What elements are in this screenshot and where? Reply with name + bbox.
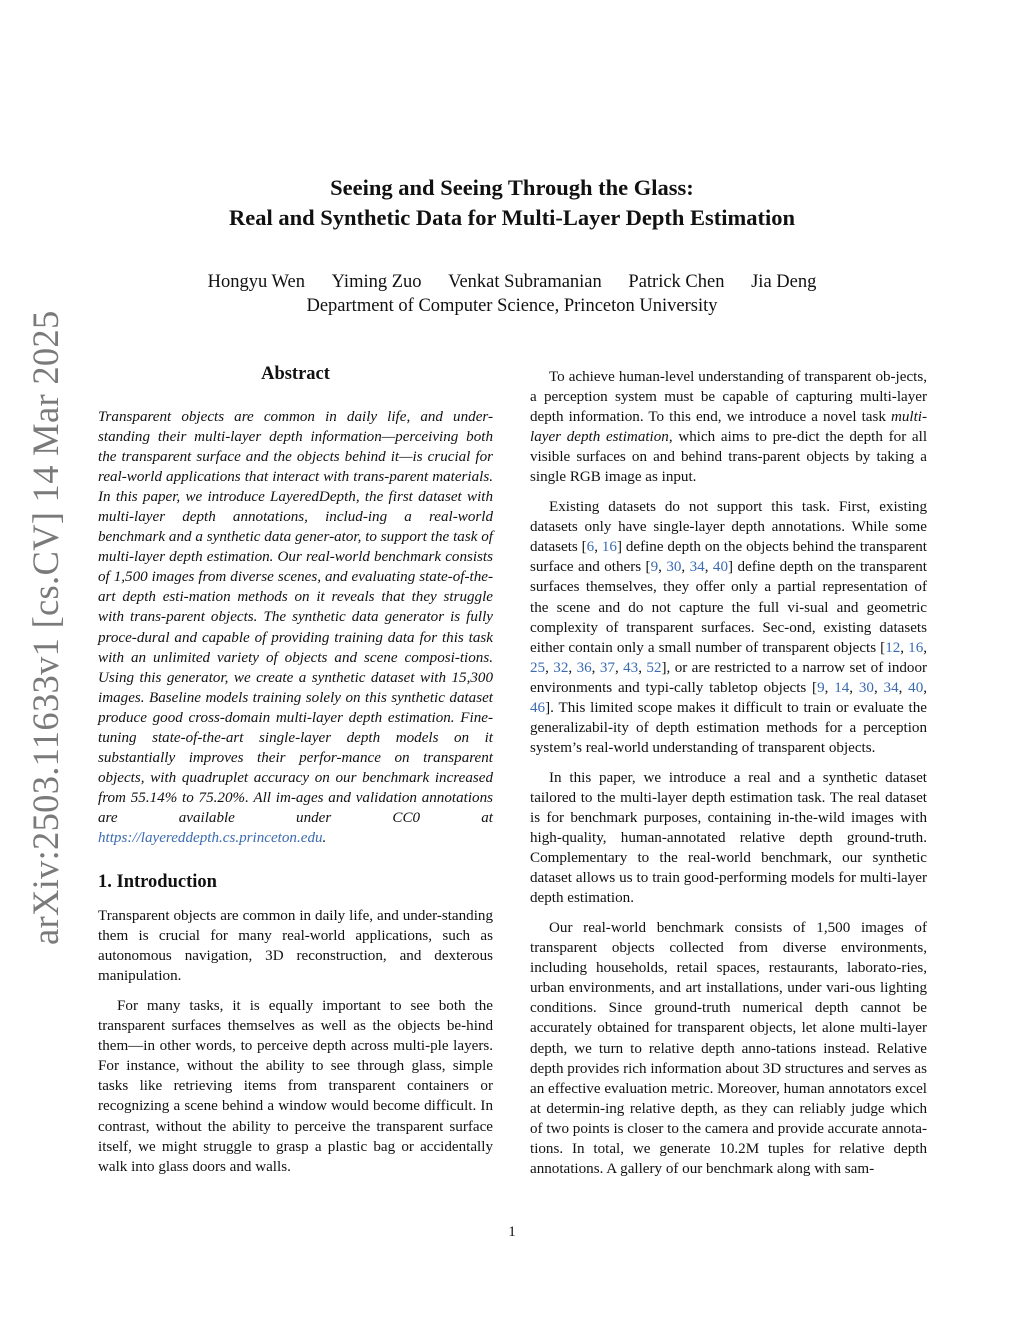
citation-link[interactable]: 12 <box>885 639 901 656</box>
citation-link[interactable]: 32 <box>553 659 569 676</box>
citation-link[interactable]: 25 <box>530 659 546 676</box>
citation-link[interactable]: 6 <box>586 539 595 556</box>
right-column <box>530 367 927 1189</box>
affiliation: Department of Computer Science, Princeton University <box>306 296 718 316</box>
citation-link[interactable]: 9 <box>650 559 659 576</box>
text-span: ] define depth on the objects behind the transparent surface and others [ <box>530 539 927 576</box>
author-name: Venkat Subramanian <box>448 272 602 292</box>
section-heading-introduction: 1. Introduction <box>98 872 217 893</box>
project-link[interactable]: https://layereddepth.cs.princeton.edu <box>98 829 323 846</box>
text-span: ], or are restricted to a narrow set of indoor environments and typi-cally tabletop objects [ <box>530 659 928 696</box>
author-list <box>112 270 912 294</box>
citation-link[interactable]: 36 <box>576 659 592 676</box>
text-span: , which aims to pre-dict the depth for all visible surfaces on and behind trans-parent objects by taking a single RGB image as input. <box>530 429 928 486</box>
abstract-heading: Abstract <box>261 364 330 384</box>
abstract-text <box>98 407 493 848</box>
intro-paragraph-4: Existing datasets do not support this task. First, existing datasets only have single-layer depth annotations. While some datasets [6, 16] define depth on the objects behind the transparent surface and others [9, 30, 34, 40] define depth on the transparent surfaces themselves, they offer only a partial representation of the scene and do not capture the full vi-sual and geometric complexity of transparent surfaces. Sec-ond, existing datasets either contain only a small number of transparent objects [12, 16, 25, 32, 36, 37, 43, 52], or are restricted to a narrow set of indoor environments and typi-cally tabletop objects [9, 14, 30, 34, 40, 46]. This limited scope makes it difficult to train or evaluate the generalizabil-ity of depth estimation methods for a perception system’s real-world understanding of transparent objects. <box>530 499 928 756</box>
text-span: ]. This limited scope makes it difficult to train or evaluate the generalizabil-ity of depth estimation methods for a perception system’s real-world understanding of transparent objects. <box>530 699 927 756</box>
citation-link[interactable]: 34 <box>689 559 705 576</box>
citation-link[interactable]: 43 <box>623 659 639 676</box>
citation-link[interactable]: 30 <box>858 679 874 696</box>
citation-link[interactable]: 34 <box>883 679 899 696</box>
intro-paragraph-5: In this paper, we introduce a real and a synthetic dataset tailored to the multi-layer depth estimation task. The real dataset is for benchmark purposes, containing in-the-wild images with high-quality, human-annotated relative depth ground-truth. Complementary to the real-world benchmark, our synthetic dataset allows us to train good-performing models for multi-layer depth estimation. <box>530 769 927 907</box>
abstract-body: Transparent objects are common in daily life, and under-standing their multi-layer depth information—perceiving both the transparent surface and the objects behind it—is crucial for real-world applications that interact with trans-parent materials. In this paper, we introduce LayeredDepth, the first dataset with multi-layer depth annotations, includ-ing a real-world benchmark and a synthetic data gener-ator, to support the task of multi-layer depth estimation. Our real-world benchmark consists of 1,500 images from diverse scenes, and evaluating state-of-the-art depth esti-mation methods on it reveals that they struggle with trans-parent objects. The synthetic data generator is fully proce-dural and capable of providing training data for this task with an unlimited variety of objects and scene composi-tions. Using this generator, we create a synthetic dataset with 15,300 images. Baseline models training solely on this synthetic dataset produce good cross-domain multi-layer depth estimation. Fine-tuning state-of-the-art single-layer depth models on it substantially improves their perfor-mance on transparent objects, with quadruplet accuracy on our benchmark increased from 55.14% to 75.20%. All im-ages and validation annotations are available under CC0 at <box>98 409 493 826</box>
author-name: Jia Deng <box>751 272 817 292</box>
author-name: Hongyu Wen <box>207 272 305 292</box>
intro-paragraph-6: Our real-world benchmark consists of 1,500 images of transparent objects collected from diverse environments, including households, retail spaces, restaurants, laborato-ries, urban environments, and art installations, under vari-ous lighting conditions. Since ground-truth numerical depth cannot be accurately obtained for transparent objects, let alone multi-layer depth, we turn to relative depth anno-tations instead. Relative depth provides rich information about 3D structures and serves as an effective evaluation metric. Moreover, human annotators excel at determin-ing relative depth, as they can reliably judge which of two points is closer to the camera and provide accurate annota-tions. In total, we generate 10.2M tuples for relative depth annotations. A gallery of our benchmark along with sam- <box>530 920 927 1177</box>
intro-paragraph-2: For many tasks, it is equally important to see both the transparent surfaces themselves as well as the objects be-hind them—in other words, to perceive depth across multi-ple layers. For instance, without the ability to see through glass, simple tasks like retrieving items from transparent containers or recognizing a scene behind a window would become difficult. In contrast, without the ability to perceive the transparent surface itself, we might struggle to grasp a plastic bag or accidentally walk into glass doors and walls. <box>98 998 493 1175</box>
text-span: ] define depth on the transparent surfaces themselves, they offer only a partial representation of the scene and do not capture the full vi-sual and geometric complexity of transparent surfaces. Sec-ond, existing datasets either contain only a small number of transparent objects [ <box>530 559 927 656</box>
citation-link[interactable]: 46 <box>530 699 546 716</box>
text-span: To achieve human-level understanding of transparent ob-jects, a perception system must be capable of capturing multi-layer depth information. To this end, we introduce a novel task <box>530 369 927 426</box>
abstract-end: . <box>322 829 327 846</box>
citation-link[interactable]: 40 <box>712 559 728 576</box>
citation-link[interactable]: 40 <box>908 679 924 696</box>
left-column <box>98 407 493 1187</box>
author-name: Patrick Chen <box>628 272 725 292</box>
citation-link[interactable]: 30 <box>666 559 682 576</box>
title-line-2: Real and Synthetic Data for Multi-Layer Depth Estimation <box>228 205 796 230</box>
page-number: 1 <box>508 1224 516 1240</box>
citation-link[interactable]: 14 <box>834 679 850 696</box>
author-name: Yiming Zuo <box>331 272 422 292</box>
intro-paragraph-1: Transparent objects are common in daily life, and under-standing them is crucial for many real-world applications, such as autonomous navigation, 3D reconstruction, and dexterous manipulation. <box>98 908 493 985</box>
citation-link[interactable]: 52 <box>646 659 662 676</box>
text-span: Existing datasets do not support this task. First, existing datasets only have single-layer depth annotations. While some datasets [ <box>530 499 927 556</box>
citation-link[interactable]: 16 <box>601 539 617 556</box>
citation-link[interactable]: 9 <box>817 679 825 696</box>
intro-paragraph-3 <box>530 367 927 487</box>
paper-title <box>112 173 912 233</box>
arxiv-stamp: arXiv:2503.11633v1 [cs.CV] 14 Mar 2025 <box>25 310 66 945</box>
author-block <box>112 270 912 318</box>
task-name-emphasis: multi-layer depth estimation <box>530 409 927 446</box>
citation-link[interactable]: 37 <box>599 659 615 676</box>
title-line-1: Seeing and Seeing Through the Glass: <box>330 175 694 200</box>
citation-link[interactable]: 16 <box>908 639 924 656</box>
